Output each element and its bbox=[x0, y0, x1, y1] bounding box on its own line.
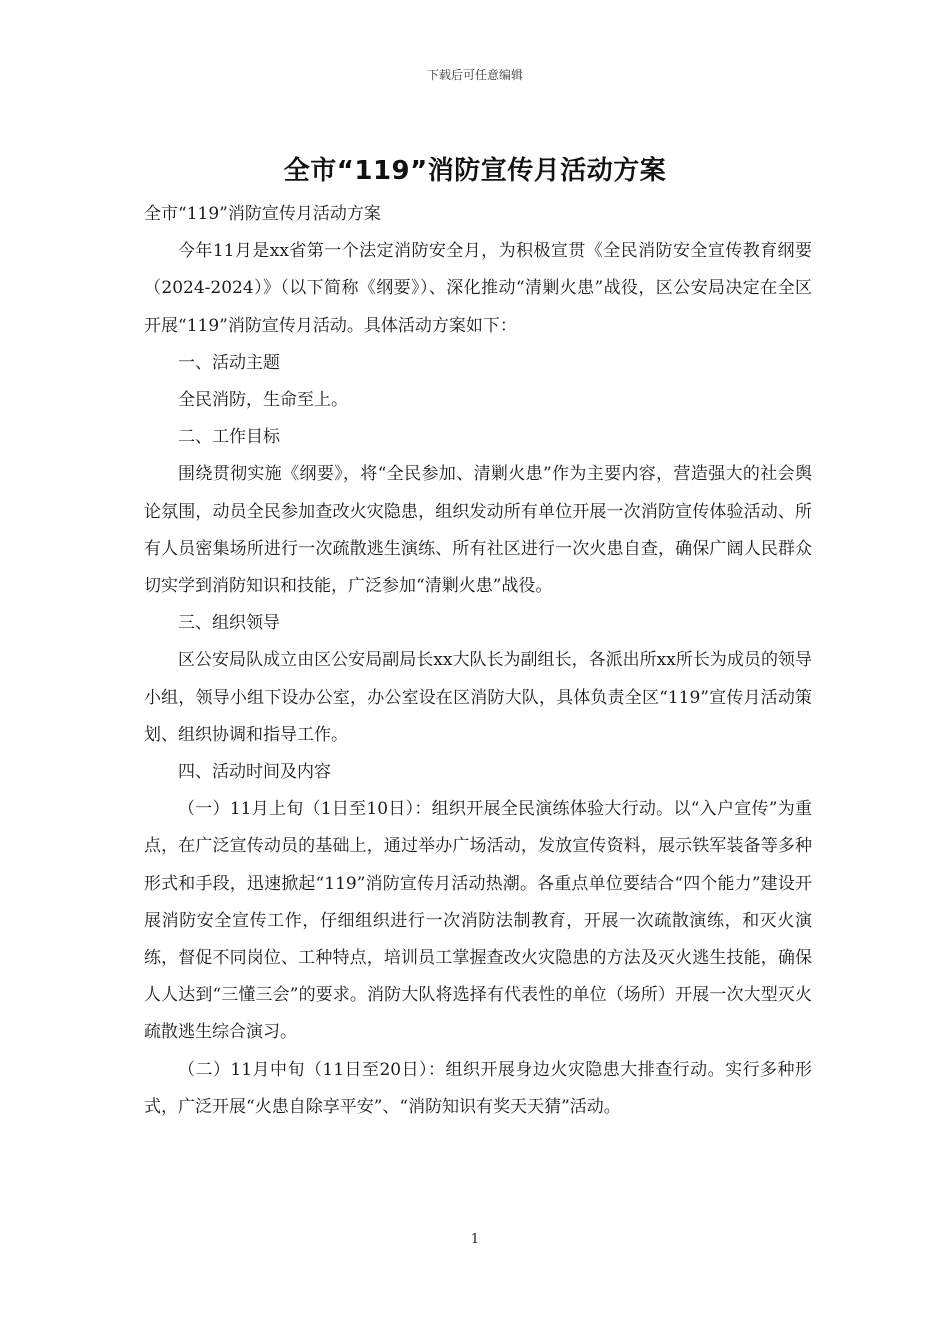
section-heading-leadership: 三、组织领导 bbox=[178, 613, 280, 634]
document-body bbox=[144, 196, 812, 1126]
leadership-paragraph: 区公安局队成立由区公安局副局长xx大队长为副组长，各派出所xx所长为成员的领导小组，领导小组下设办公室，办公室设在区消防大队，具体负责全区“119”宣传月活动策划、组织协调和指导工作。 bbox=[144, 650, 812, 745]
goals-paragraph: 围绕贯彻实施《纲要》，将“全民参加、清剿火患”作为主要内容，营造强大的社会舆论氛围，动员全民参加查改火灾隐患，组织发动所有单位开展一次消防宣传体验活动、所有人员密集场所进行一次疏散逃生演练、所有社区进行一次火患自查，确保广阔人民群众切实学到消防知识和技能，广泛参加“清剿火患”战役。 bbox=[144, 464, 812, 597]
section-heading-theme: 一、活动主题 bbox=[178, 352, 280, 373]
subtitle-line: 全市“119”消防宣传月活动方案 bbox=[144, 204, 381, 224]
page-number: 1 bbox=[470, 1232, 480, 1247]
page-header: 下载后可任意编辑 bbox=[426, 68, 523, 82]
schedule-paragraph-mid: （二）11月中旬（11日至20日）：组织开展身边火灾隐患大排查行动。实行多种形式，广泛开展“火患自除享平安”、“消防知识有奖天天猜”活动。 bbox=[144, 1059, 812, 1117]
theme-paragraph: 全民消防，生命至上。 bbox=[178, 390, 348, 411]
section-heading-schedule: 四、活动时间及内容 bbox=[178, 762, 331, 783]
document-title: 全市“119”消防宣传月活动方案 bbox=[283, 156, 667, 186]
section-heading-goals: 二、工作目标 bbox=[178, 427, 280, 448]
intro-paragraph: 今年11月是xx省第一个法定消防安全月，为积极宣贯《全民消防安全宣传教育纲要（2024-2024）》（以下简称《纲要》）、深化推动“清剿火患”战役，区公安局决定在全区开展“119”消防宣传月活动。具体活动方案如下： bbox=[144, 241, 812, 336]
schedule-paragraph-early: （一）11月上旬（1日至10日）：组织开展全民演练体验大行动。以“入户宣传”为重点，在广泛宣传动员的基础上，通过举办广场活动，发放宣传资料，展示铁军装备等多种形式和手段，迅速掀起“119”消防宣传月活动热潮。各重点单位要结合“四个能力”建设开展消防安全宣传工作，仔细组织进行一次消防法制教育，开展一次疏散演练，和灭火演练，督促不同岗位、工种特点，培训员工掌握查改火灾隐患的方法及灭火逃生技能，确保人人达到“三懂三会”的要求。消防大队将选择有代表性的单位（场所）开展一次大型灭火疏散逃生综合演习。 bbox=[144, 799, 812, 1043]
